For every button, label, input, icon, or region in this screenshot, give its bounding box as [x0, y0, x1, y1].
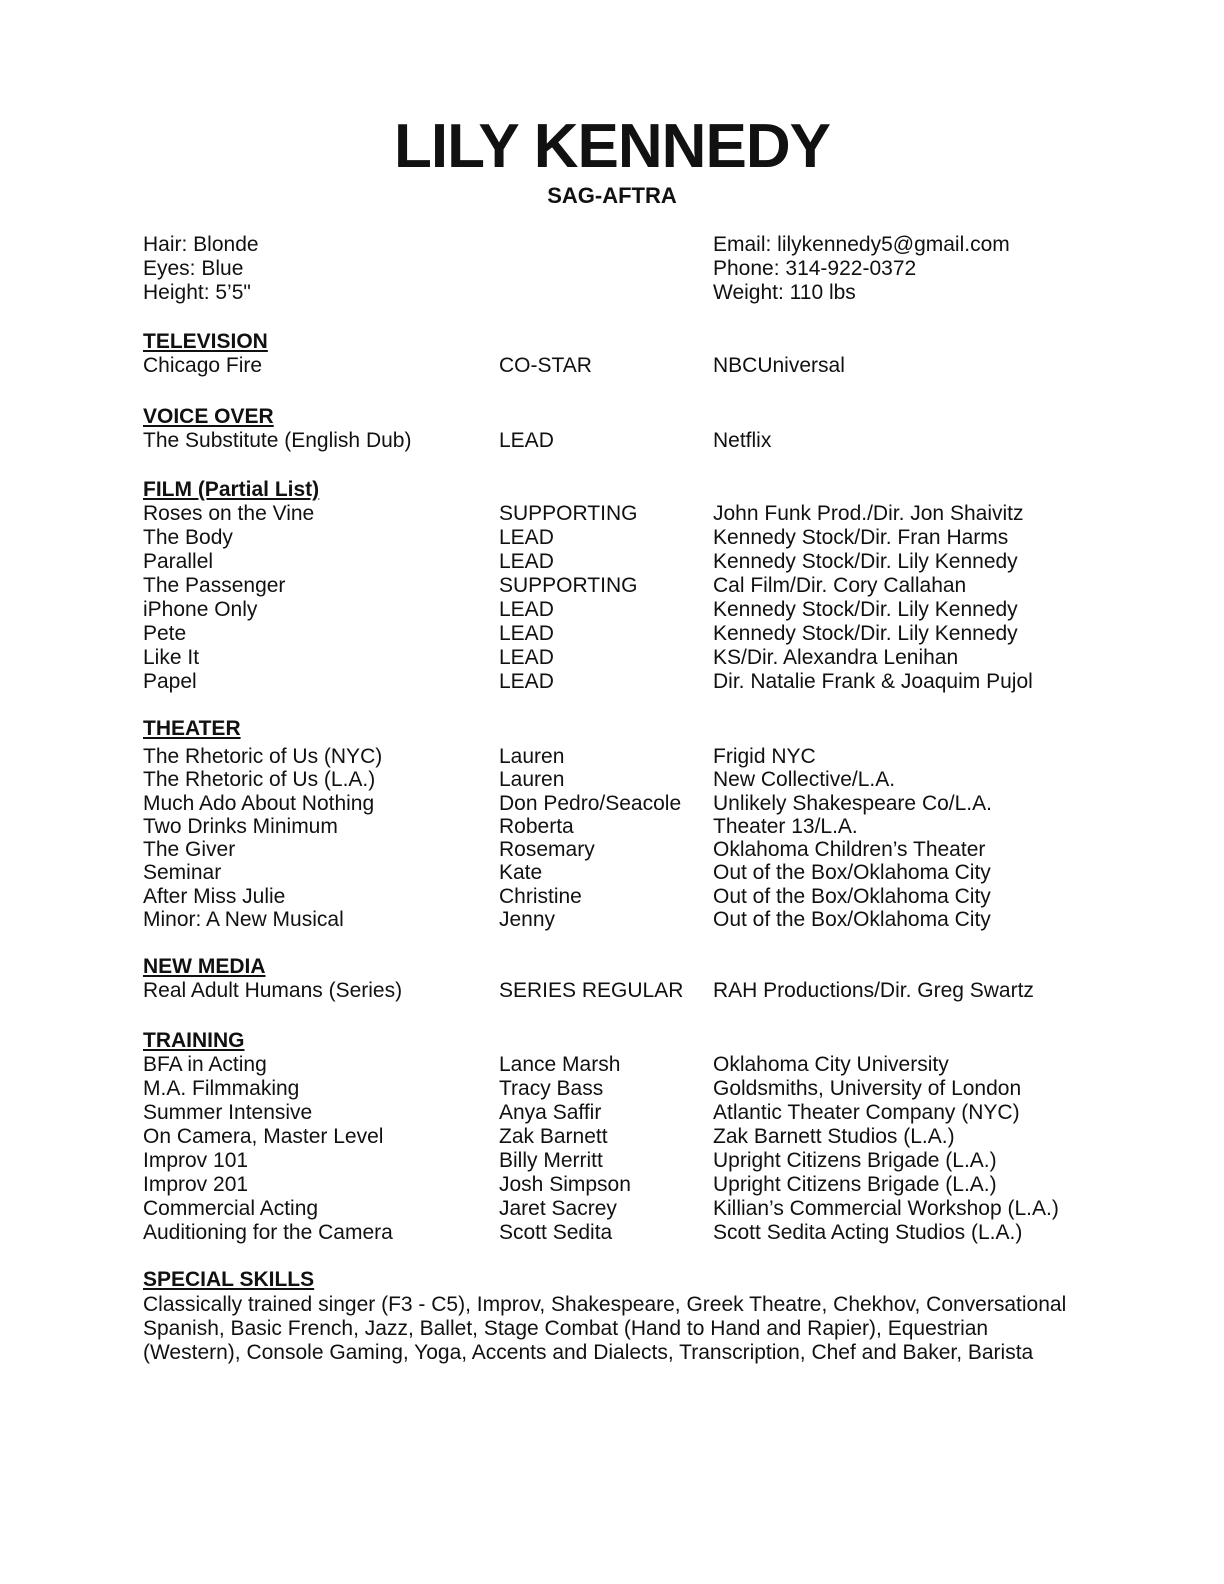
credit-company: Out of the Box/Oklahoma City [713, 884, 991, 908]
film-titles [143, 502, 314, 694]
training-instructor: Zak Barnett [499, 1125, 608, 1148]
new-media-roles [499, 979, 683, 1003]
credit-title: Two Drinks Minimum [143, 814, 338, 838]
theater-companies [713, 745, 992, 931]
stat-weight: Weight: 110 lbs [713, 281, 856, 304]
credit-company: Kennedy Stock/Dir. Lily Kennedy [713, 598, 1018, 621]
television-companies [713, 354, 845, 378]
television-roles [499, 354, 592, 378]
credit-title: Roses on the Vine [143, 502, 315, 525]
training-instructor: Josh Simpson [499, 1173, 631, 1196]
credit-role: LEAD [499, 429, 554, 452]
section-heading-theater: THEATER [143, 717, 241, 740]
stats-left [143, 233, 259, 305]
credit-title: The Rhetoric of Us (NYC) [143, 745, 383, 768]
credit-title: Much Ado About Nothing [143, 791, 375, 815]
television-titles [143, 354, 262, 378]
stats-right [713, 233, 1010, 305]
training-instructor: Jaret Sacrey [499, 1197, 617, 1220]
training-instructor: Tracy Bass [499, 1077, 604, 1100]
credit-role: Kate [499, 861, 543, 885]
film-roles [499, 502, 637, 694]
credit-company: Cal Film/Dir. Cory Callahan [713, 574, 967, 597]
theater-roles [499, 745, 681, 931]
training-course: M.A. Filmmaking [143, 1077, 300, 1100]
training-instructor: Scott Sedita [499, 1221, 613, 1244]
credit-role: LEAD [499, 670, 554, 693]
credit-title: Chicago Fire [143, 354, 263, 377]
credit-company: KS/Dir. Alexandra Lenihan [713, 646, 959, 669]
credit-company: Theater 13/L.A. [713, 814, 858, 838]
credit-role: CO-STAR [499, 354, 592, 377]
section-heading-voice-over: VOICE OVER [143, 405, 274, 428]
voice-over-titles [143, 429, 411, 453]
credit-company: RAH Productions/Dir. Greg Swartz [713, 979, 1034, 1002]
new-media-titles [143, 979, 402, 1003]
training-school: Oklahoma City University [713, 1053, 949, 1076]
credit-role: LEAD [499, 526, 554, 549]
training-course: Auditioning for the Camera [143, 1221, 393, 1244]
training-course: On Camera, Master Level [143, 1125, 384, 1148]
credit-title: Minor: A New Musical [143, 908, 344, 932]
section-heading-new-media: NEW MEDIA [143, 955, 266, 978]
credit-title: The Passenger [143, 574, 286, 597]
credit-title: The Rhetoric of Us (L.A.) [143, 768, 376, 792]
credit-company: NBCUniversal [713, 354, 845, 377]
credit-title: Seminar [143, 861, 222, 885]
voice-over-companies [713, 429, 771, 453]
training-school: Zak Barnett Studios (L.A.) [713, 1125, 955, 1148]
training-school: Upright Citizens Brigade (L.A.) [713, 1173, 997, 1196]
training-course: Commercial Acting [143, 1197, 319, 1220]
credit-company: John Funk Prod./Dir. Jon Shaivitz [713, 502, 1024, 525]
credit-role: Lauren [499, 768, 565, 792]
union-affiliation: SAG-AFTRA [547, 183, 677, 208]
credit-company: Unlikely Shakespeare Co/L.A. [713, 791, 992, 815]
credit-role: Don Pedro/Seacole [499, 791, 682, 815]
credit-title: Parallel [143, 550, 214, 573]
credit-company: Kennedy Stock/Dir. Lily Kennedy [713, 622, 1018, 645]
credit-title: Real Adult Humans (Series) [143, 979, 403, 1002]
credit-title: The Giver [143, 838, 236, 862]
credit-title: After Miss Julie [143, 884, 286, 908]
training-courses [143, 1053, 393, 1245]
credit-company: Frigid NYC [713, 745, 816, 768]
credit-role: SERIES REGULAR [499, 979, 684, 1002]
credit-title: The Substitute (English Dub) [143, 429, 412, 452]
credit-company: Kennedy Stock/Dir. Fran Harms [713, 526, 1009, 549]
training-school: Goldsmiths, University of London [713, 1077, 1022, 1100]
training-course: Improv 201 [143, 1173, 249, 1196]
credit-title: Like It [143, 646, 200, 669]
training-school: Killian’s Commercial Workshop (L.A.) [713, 1197, 1059, 1220]
section-heading-film: FILM (Partial List) [143, 478, 320, 501]
section-heading-training: TRAINING [143, 1029, 245, 1052]
training-instructor: Lance Marsh [499, 1053, 621, 1076]
training-instructors [499, 1053, 631, 1245]
credit-title: The Body [143, 526, 233, 549]
training-schools [713, 1053, 1059, 1245]
credit-company: Netflix [713, 429, 772, 452]
training-course: Summer Intensive [143, 1101, 313, 1124]
credit-role: SUPPORTING [499, 502, 638, 525]
actor-name: LILY KENNEDY [394, 112, 830, 181]
training-school: Scott Sedita Acting Studios (L.A.) [713, 1221, 1023, 1244]
credit-role: LEAD [499, 646, 554, 669]
credit-role: SUPPORTING [499, 574, 638, 597]
credit-role: LEAD [499, 622, 554, 645]
stat-email: Email: lilykennedy5@gmail.com [713, 233, 1010, 256]
credit-role: LEAD [499, 598, 554, 621]
credit-title: Pete [143, 622, 187, 645]
new-media-companies [713, 979, 1034, 1003]
training-school: Atlantic Theater Company (NYC) [713, 1101, 1020, 1124]
section-heading-special-skills: SPECIAL SKILLS [143, 1268, 315, 1291]
stat-eyes: Eyes: Blue [143, 257, 244, 280]
training-instructor: Billy Merritt [499, 1149, 603, 1172]
credit-role: Christine [499, 884, 582, 908]
credit-company: Kennedy Stock/Dir. Lily Kennedy [713, 550, 1018, 573]
voice-over-roles [499, 429, 554, 453]
credit-company: New Collective/L.A. [713, 768, 896, 792]
credit-company: Out of the Box/Oklahoma City [713, 861, 991, 885]
credit-title: iPhone Only [143, 598, 258, 621]
stat-hair: Hair: Blonde [143, 233, 259, 256]
stat-height: Height: 5’5" [143, 281, 251, 304]
training-course: Improv 101 [143, 1149, 249, 1172]
credit-role: Lauren [499, 745, 565, 768]
training-course: BFA in Acting [143, 1053, 267, 1076]
credit-company: Oklahoma Children’s Theater [713, 838, 986, 862]
credit-title: Papel [143, 670, 197, 693]
section-heading-television: TELEVISION [143, 330, 268, 353]
training-instructor: Anya Saffir [499, 1101, 602, 1124]
stat-phone: Phone: 314-922-0372 [713, 257, 917, 280]
credit-company: Dir. Natalie Frank & Joaquim Pujol [713, 670, 1033, 693]
credit-role: Rosemary [499, 838, 595, 862]
credit-company: Out of the Box/Oklahoma City [713, 908, 991, 932]
film-companies [713, 502, 1033, 694]
theater-titles [143, 745, 382, 931]
credit-role: Roberta [499, 814, 574, 838]
credit-role: LEAD [499, 550, 554, 573]
credit-role: Jenny [499, 908, 556, 932]
training-school: Upright Citizens Brigade (L.A.) [713, 1149, 997, 1172]
special-skills-text: Classically trained singer (F3 - C5), Improv, Shakespeare, Greek Theatre, Chekhov, Conversational Spanish, Basic French, Jazz, Ballet, Stage Combat (Hand to Hand and Rapier), Equestrian (Western), Console Gaming, Yoga, Accents and Dialects, Transcription, Chef and Baker, Barista [143, 1293, 1067, 1364]
